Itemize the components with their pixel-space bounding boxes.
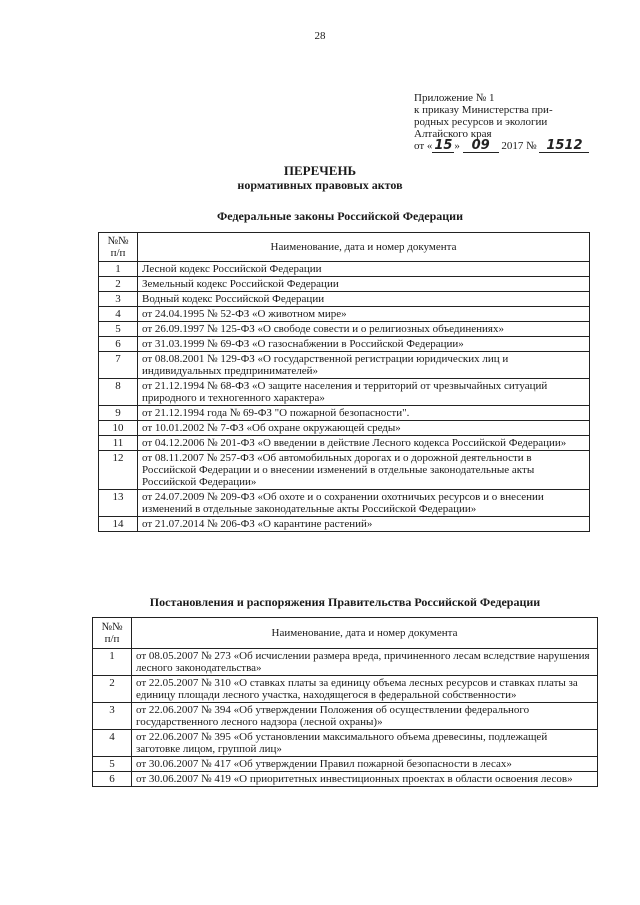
row-document-name: от 21.07.2014 № 206-ФЗ «О карантине растений» (138, 517, 590, 532)
row-number: 7 (99, 352, 138, 379)
row-document-name: Водный кодекс Российской Федерации (138, 292, 590, 307)
row-document-name: от 30.06.2007 № 417 «Об утверждении Правил пожарной безопасности в лесах» (132, 757, 598, 772)
handwritten-number: 1512 (539, 140, 589, 153)
row-document-name: от 22.06.2007 № 394 «Об утверждении Положения об осуществлении федерального государственного лесного надзора (лесной охраны)» (132, 703, 598, 730)
table-row (93, 772, 598, 787)
row-number: 9 (99, 406, 138, 421)
row-document-name: Земельный кодекс Российской Федерации (138, 277, 590, 292)
appendix-date: от « 15 » 09 2017 № 1512 (414, 140, 614, 153)
row-number: 1 (93, 649, 132, 676)
handwritten-day: 15 (434, 138, 453, 153)
row-number: 6 (99, 337, 138, 352)
row-number: 14 (99, 517, 138, 532)
row-number: 4 (99, 307, 138, 322)
row-document-name: Лесной кодекс Российской Федерации (138, 262, 590, 277)
row-number: 5 (99, 322, 138, 337)
table-row (93, 676, 598, 703)
row-document-name: от 08.08.2001 № 129-ФЗ «О государственной регистрации юридических лиц и индивидуальных предпринимателей» (138, 352, 590, 379)
row-number: 3 (93, 703, 132, 730)
header-document-name: Наименование, дата и номер документа (138, 233, 590, 262)
row-number: 3 (99, 292, 138, 307)
row-number: 10 (99, 421, 138, 436)
appendix-block (414, 92, 614, 153)
row-number: 11 (99, 436, 138, 451)
government-acts-table (92, 617, 598, 787)
row-number: 5 (93, 757, 132, 772)
page-number: 28 (314, 30, 326, 42)
table-row (99, 292, 590, 307)
header-number: №№ п/п (99, 233, 138, 262)
appendix-line: Алтайского края (414, 128, 492, 140)
handwritten-month: 09 (463, 140, 499, 153)
table-row (99, 436, 590, 451)
document-subtitle: нормативных правовых актов (237, 178, 403, 192)
table-row (99, 277, 590, 292)
row-number: 12 (99, 451, 138, 490)
row-document-name: от 26.09.1997 № 125-ФЗ «О свободе совести и о религиозных объединениях» (138, 322, 590, 337)
section-heading-government-acts: Постановления и распоряжения Правительства Российской Федерации (149, 595, 541, 609)
table-body (93, 649, 598, 787)
row-document-name: от 30.06.2007 № 419 «О приоритетных инвестиционных проектах в области освоения лесов» (132, 772, 598, 787)
row-document-name: от 04.12.2006 № 201-ФЗ «О введении в действие Лесного кодекса Российской Федерации» (138, 436, 590, 451)
table-header-row (99, 233, 590, 262)
row-number: 1 (99, 262, 138, 277)
table-row (99, 322, 590, 337)
table-body (99, 262, 590, 532)
section-heading-federal-laws: Федеральные законы Российской Федерации (217, 209, 463, 223)
row-document-name: от 21.12.1994 № 68-ФЗ «О защите населения и территорий от чрезвычайных ситуаций природного и техногенного характера» (138, 379, 590, 406)
appendix-line: Приложение № 1 (414, 92, 495, 104)
table-row (93, 703, 598, 730)
row-number: 6 (93, 772, 132, 787)
row-document-name: от 08.11.2007 № 257-ФЗ «Об автомобильных дорогах и о дорожной деятельности в Российской Федерации и о внесении изменений в отдельные законодательные акты Российской Федерации» (138, 451, 590, 490)
row-document-name: от 22.05.2007 № 310 «О ставках платы за единицу объема лесных ресурсов и ставках платы за единицу площади лесного участка, находящегося в федеральной собственности» (132, 676, 598, 703)
table-row (93, 649, 598, 676)
federal-laws-table (98, 232, 590, 532)
table-row (99, 337, 590, 352)
appendix-line: родных ресурсов и экологии (414, 116, 548, 128)
row-number: 13 (99, 490, 138, 517)
table-row (99, 262, 590, 277)
table-row (99, 451, 590, 490)
row-document-name: от 24.07.2009 № 209-ФЗ «Об охоте и о сохранении охотничьих ресурсов и о внесении изменений в отдельные законодательные акты Российской Федерации» (138, 490, 590, 517)
row-number: 2 (93, 676, 132, 703)
header-number: №№ п/п (93, 618, 132, 649)
row-document-name: от 10.01.2002 № 7-ФЗ «Об охране окружающей среды» (138, 421, 590, 436)
table-row (99, 307, 590, 322)
table-row (99, 421, 590, 436)
row-document-name: от 08.05.2007 № 273 «Об исчислении размера вреда, причиненного лесам вследствие нарушения лесного законодательства» (132, 649, 598, 676)
row-document-name: от 24.04.1995 № 52-ФЗ «О животном мире» (138, 307, 590, 322)
row-number: 8 (99, 379, 138, 406)
table-header-row (93, 618, 598, 649)
row-document-name: от 22.06.2007 № 395 «Об установлении максимального объема древесины, подлежащей заготовке лицом, группой лиц» (132, 730, 598, 757)
row-document-name: от 21.12.1994 года № 69-ФЗ "О пожарной безопасности". (138, 406, 590, 421)
row-document-name: от 31.03.1999 № 69-ФЗ «О газоснабжении в Российской Федерации» (138, 337, 590, 352)
table-row (99, 517, 590, 532)
table-row (99, 379, 590, 406)
row-number: 4 (93, 730, 132, 757)
table-row (93, 730, 598, 757)
table-row (99, 490, 590, 517)
row-number: 2 (99, 277, 138, 292)
table-row (99, 406, 590, 421)
table-row (93, 757, 598, 772)
table-row (99, 352, 590, 379)
document-title: ПЕРЕЧЕНЬ (283, 163, 357, 178)
header-document-name: Наименование, дата и номер документа (132, 618, 598, 649)
appendix-line: к приказу Министерства при- (414, 104, 553, 116)
